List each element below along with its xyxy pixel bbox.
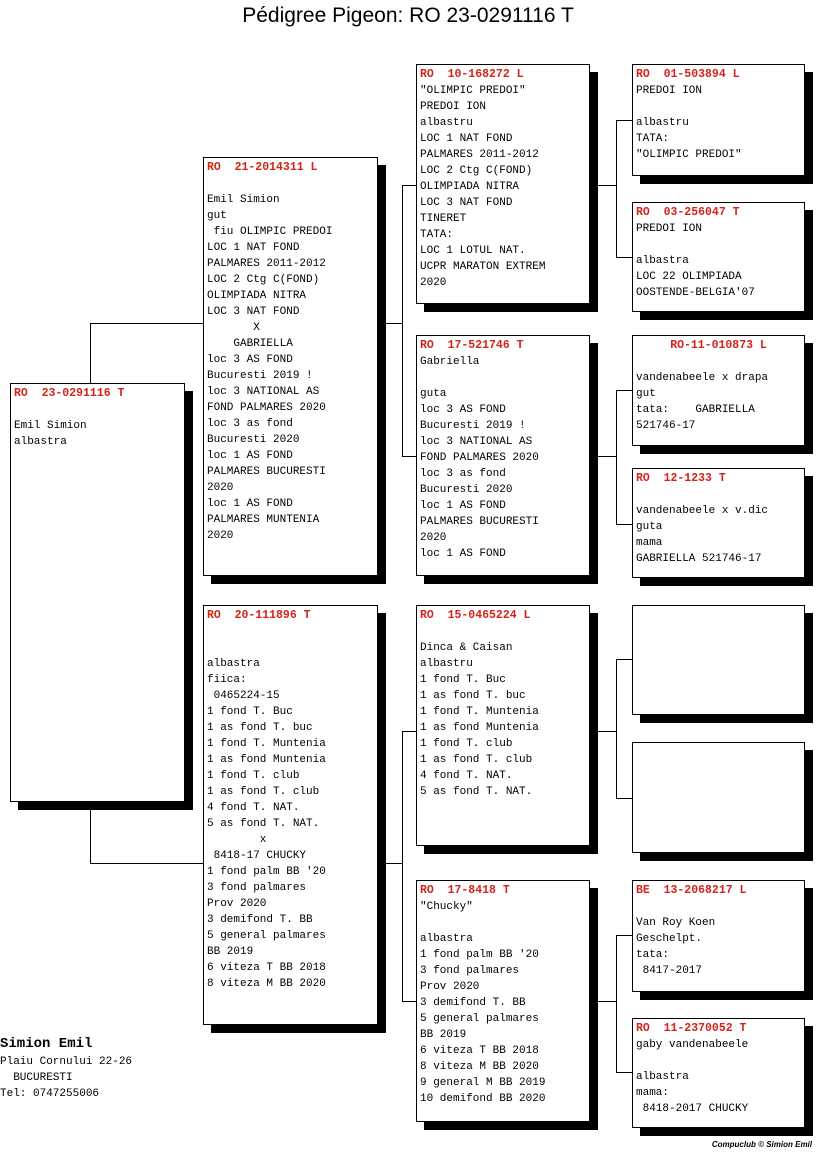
pedigree-line: Bucuresti 2019 ! [207, 370, 313, 382]
dam-sire-card [416, 605, 590, 846]
pedigree-line: UCPR MARATON EXTREM [420, 261, 546, 273]
pedigree-line [14, 402, 181, 418]
ring-number: RO 12-1233 T [636, 472, 726, 485]
pedigree-line: GABRIELLA 521746-17 [636, 553, 762, 565]
pedigree-line: 1 fond T. club [420, 738, 513, 750]
pedigree-line: 5 as fond T. NAT. [420, 786, 533, 798]
pedigree-line: TINERET [420, 213, 467, 225]
ring-number: RO 01-503894 L [636, 68, 740, 81]
pedigree-line: loc 3 as fond [207, 418, 293, 430]
pedigree-line: PALMARES BUCURESTI [420, 516, 539, 528]
pedigree-line: LOC 2 Ctg C(FOND) [420, 165, 533, 177]
pedigree-line: loc 3 as fond [420, 468, 506, 480]
pedigree-line [636, 354, 801, 370]
pedigree-line: 1 fond palm BB '20 [420, 949, 539, 961]
ring-number [636, 608, 801, 624]
ring-number: RO 03-256047 T [636, 206, 740, 219]
pedigree-line: albastru [420, 117, 473, 129]
pedigree-line: Bucuresti 2019 ! [420, 420, 526, 432]
pedigree-line: loc 3 AS FOND [207, 354, 293, 366]
pedigree-line: LOC 1 NAT FOND [207, 242, 300, 254]
pedigree-line [636, 99, 801, 115]
pedigree-line: TATA: [420, 229, 454, 241]
ring-number: RO 20-111896 T [207, 609, 311, 622]
pedigree-line: 8418-2017 CHUCKY [636, 1103, 749, 1115]
pedigree-line: FOND PALMARES 2020 [420, 452, 539, 464]
owner-city: BUCURESTI [0, 1072, 73, 1084]
pedigree-line: PALMARES 2011-2012 [207, 258, 326, 270]
pedigree-line: Bucuresti 2020 [207, 434, 300, 446]
pedigree-line: loc 3 NATIONAL AS [420, 436, 533, 448]
owner-address: Plaiu Cornului 22-26 [0, 1056, 133, 1068]
pedigree-line: vandenabeele x v.dic [636, 505, 769, 517]
dam-card [203, 605, 378, 1025]
pedigree-line: 9 general M BB 2019 [420, 1077, 546, 1089]
ring-number: BE 13-2068217 L [636, 884, 747, 897]
pedigree-line: gaby vandenabeele [636, 1039, 749, 1051]
ring-number [636, 745, 801, 761]
pedigree-line: Dinca & Caisan [420, 642, 513, 654]
pedigree-line: BB 2019 [207, 946, 254, 958]
great-grandparent-card-4 [632, 468, 805, 578]
pedigree-line: gut [636, 388, 656, 400]
ring-number: RO 17-521746 T [420, 339, 524, 352]
pedigree-line [636, 1053, 801, 1069]
pedigree-line: 1 as fond Muntenia [420, 722, 539, 734]
footer-credit: Compuclub © Simion Emil [711, 1140, 812, 1149]
pedigree-line: gut [207, 210, 227, 222]
pedigree-line: 1 as fond T. buc [207, 722, 313, 734]
pedigree-line: Bucuresti 2020 [420, 484, 513, 496]
pedigree-line: loc 3 NATIONAL AS [207, 386, 320, 398]
pedigree-line: 1 fond T. Muntenia [207, 738, 326, 750]
pedigree-line: 8 viteza M BB 2020 [207, 978, 326, 990]
pedigree-line: X [207, 322, 260, 334]
pedigree-line: loc 1 AS FOND [207, 450, 293, 462]
pedigree-line: "Chucky" [420, 901, 473, 913]
ring-number: RO 11-2370052 T [636, 1022, 747, 1035]
pedigree-line: 1 fond T. club [207, 770, 300, 782]
pedigree-line: PALMARES 2011-2012 [420, 149, 539, 161]
pedigree-line: GABRIELLA [207, 338, 293, 350]
pedigree-line: albastru [420, 658, 473, 670]
pedigree-line: loc 3 AS FOND [420, 404, 506, 416]
ring-number: RO 10-168272 L [420, 68, 524, 81]
pedigree-line: x [207, 834, 267, 846]
pedigree-line: albastra [420, 933, 473, 945]
pedigree-line: 10 demifond BB 2020 [420, 1093, 546, 1105]
pedigree-line: OOSTENDE-BELGIA'07 [636, 287, 755, 299]
pedigree-line: albastra [207, 658, 260, 670]
pedigree-line: 1 fond palm BB '20 [207, 866, 326, 878]
subject-card [10, 383, 185, 802]
pedigree-line: tata: [636, 949, 670, 961]
pedigree-line: fiu OLIMPIC PREDOI [207, 226, 333, 238]
pedigree-line [207, 624, 374, 640]
pedigree-line: LOC 1 NAT FOND [420, 133, 513, 145]
pedigree-line: loc 1 AS FOND [420, 548, 506, 560]
pedigree-line: OLIMPIADA NITRA [420, 181, 520, 193]
pedigree-line: TATA: [636, 133, 670, 145]
pedigree-line: 1 fond T. Muntenia [420, 706, 539, 718]
ring-number: RO 23-0291116 T [14, 387, 125, 400]
owner-info [0, 1034, 132, 1102]
pedigree-line: loc 1 AS FOND [420, 500, 506, 512]
great-grandparent-card-8 [632, 1018, 805, 1128]
pedigree-line: LOC 2 Ctg C(FOND) [207, 274, 320, 286]
page-title: Pédigree Pigeon: RO 23-0291116 T [242, 4, 574, 27]
pedigree-line [636, 899, 801, 915]
pedigree-line: guta [420, 388, 447, 400]
pedigree-line: PALMARES MUNTENIA [207, 514, 320, 526]
pedigree-line: 3 demifond T. BB [207, 914, 313, 926]
pedigree-line: 4 fond T. NAT. [420, 770, 513, 782]
pedigree-line: fiica: [207, 674, 247, 686]
pedigree-line: PREDOI ION [420, 101, 487, 113]
pedigree-line: LOC 3 NAT FOND [207, 306, 300, 318]
pedigree-line: 1 fond T. Buc [207, 706, 293, 718]
great-grandparent-card-6 [632, 742, 805, 853]
sire-sire-card [416, 64, 590, 304]
pedigree-line: 3 fond palmares [420, 965, 520, 977]
pedigree-line: albastru [636, 117, 689, 129]
pedigree-line: 1 fond T. Buc [420, 674, 506, 686]
pedigree-line: "OLIMPIC PREDOI" [636, 149, 742, 161]
pedigree-line: Gabriella [420, 356, 480, 368]
pedigree-line: 3 demifond T. BB [420, 997, 526, 1009]
pedigree-line: 6 viteza T BB 2018 [420, 1045, 539, 1057]
pedigree-line: 2020 [207, 530, 234, 542]
pedigree-line: 4 fond T. NAT. [207, 802, 300, 814]
pedigree-line: mama: [636, 1087, 670, 1099]
pedigree-line: 8 viteza M BB 2020 [420, 1061, 539, 1073]
pedigree-line: loc 1 AS FOND [207, 498, 293, 510]
pedigree-line [420, 624, 586, 640]
pedigree-line: 521746-17 [636, 420, 696, 432]
pedigree-line: 2020 [207, 482, 234, 494]
pedigree-line: 1 as fond Muntenia [207, 754, 326, 766]
pedigree-line: LOC 1 LOTUL NAT. [420, 245, 526, 257]
pedigree-line: FOND PALMARES 2020 [207, 402, 326, 414]
sire-card [203, 157, 378, 576]
pedigree-line: mama [636, 537, 663, 549]
great-grandparent-card-1 [632, 64, 805, 176]
pedigree-line [636, 487, 801, 503]
pedigree-line: 0465224-15 [207, 690, 280, 702]
pedigree-line: PALMARES BUCURESTI [207, 466, 326, 478]
pedigree-line: 8417-2017 [636, 965, 703, 977]
owner-phone: Tel: 0747255006 [0, 1088, 100, 1100]
pedigree-line [207, 640, 374, 656]
pedigree-line: BB 2019 [420, 1029, 467, 1041]
ring-number: RO 15-0465224 L [420, 609, 531, 622]
pedigree-line: PREDOI ION [636, 223, 703, 235]
pedigree-line: 1 as fond T. club [207, 786, 320, 798]
pedigree-line: Van Roy Koen [636, 917, 716, 929]
pedigree-line: 8418-17 CHUCKY [207, 850, 307, 862]
great-grandparent-card-5 [632, 605, 805, 715]
sire-dam-card [416, 335, 590, 576]
pedigree-line: Emil Simion [14, 420, 87, 432]
pedigree-line: 5 general palmares [207, 930, 326, 942]
great-grandparent-card-2 [632, 202, 805, 312]
pedigree-line: 1 as fond T. buc [420, 690, 526, 702]
pedigree-line: guta [636, 521, 663, 533]
pedigree-line: 2020 [420, 277, 447, 289]
pedigree-line: PREDOI ION [636, 85, 703, 97]
pedigree-line: albastra [14, 436, 67, 448]
pedigree-line: tata: GABRIELLA [636, 404, 755, 416]
pedigree-line: 5 general palmares [420, 1013, 539, 1025]
pedigree-line: Geschelpt. [636, 933, 703, 945]
pedigree-line: 2020 [420, 532, 447, 544]
pedigree-line: OLIMPIADA NITRA [207, 290, 307, 302]
pedigree-line: albastra [636, 255, 689, 267]
pedigree-line: 5 as fond T. NAT. [207, 818, 320, 830]
pedigree-line [420, 370, 586, 386]
pedigree-line: Emil Simion [207, 194, 280, 206]
pedigree-line: Prov 2020 [207, 898, 267, 910]
dam-dam-card [416, 880, 590, 1122]
ring-number: RO 17-8418 T [420, 884, 510, 897]
pedigree-line [207, 176, 374, 192]
pedigree-line: 1 as fond T. club [420, 754, 533, 766]
pedigree-line: 6 viteza T BB 2018 [207, 962, 326, 974]
owner-name: Simion Emil [0, 1036, 93, 1052]
pedigree-line: LOC 22 OLIMPIADA [636, 271, 742, 283]
great-grandparent-card-7 [632, 880, 805, 992]
ring-number: RO 21-2014311 L [207, 161, 318, 174]
pedigree-line [636, 237, 801, 253]
pedigree-line: "OLIMPIC PREDOI" [420, 85, 526, 97]
pedigree-line: vandenabeele x drapa [636, 372, 769, 384]
pedigree-line: LOC 3 NAT FOND [420, 197, 513, 209]
pedigree-line: Prov 2020 [420, 981, 480, 993]
pedigree-line [420, 915, 586, 931]
great-grandparent-card-3 [632, 335, 805, 446]
ring-number: RO-11-010873 L [670, 339, 767, 352]
pedigree-line: 3 fond palmares [207, 882, 307, 894]
pedigree-line: albastra [636, 1071, 689, 1083]
